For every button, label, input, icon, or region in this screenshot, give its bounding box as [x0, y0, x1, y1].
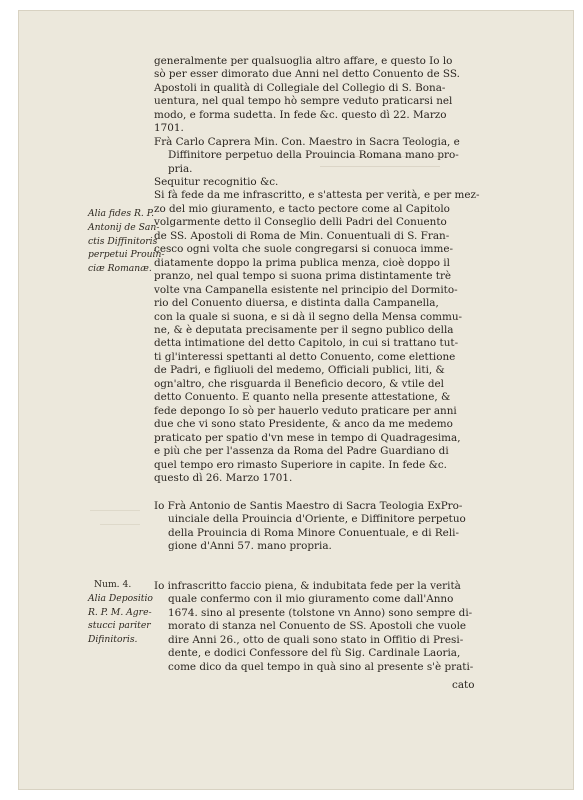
margin-note-line: Antonij de San-: [88, 221, 160, 233]
text-line: gione d'Anni 57. mano propria.: [168, 540, 332, 553]
text-line: detta intimatione del detto Capitolo, in cui si trattano tut-: [154, 337, 459, 350]
text-line: due che vi sono stato Presidente, & anco da me medemo: [154, 418, 453, 431]
catchword: cato: [452, 679, 475, 691]
text-line: ogn'altro, che risguarda il Beneficio decoro, & vtile del: [154, 377, 444, 390]
text-line: Si fà fede da me infrascritto, e s'attesta per verità, e per mez-: [154, 189, 480, 202]
text-line: de Padri, e figliuoli del medemo, Officiali publici, liti, &: [154, 364, 445, 377]
text-line: ti gl'interessi spettanti al detto Conuento, come elettione: [154, 350, 456, 363]
text-line: de SS. Apostoli di Roma de Min. Conuentuali di S. Fran-: [154, 229, 450, 242]
text-line: con la quale si suona, e si dà il segno della Mensa commu-: [154, 310, 463, 323]
margin-note-line: Alia Depositio: [88, 592, 153, 604]
text-line: pria.: [168, 162, 193, 175]
text-line: quel tempo ero rimasto Superiore in capite. In fede &c.: [154, 458, 447, 471]
text-line: volgarmente detto il Conseglio delli Padri del Conuento: [154, 216, 447, 229]
text-block-continuation: [154, 55, 496, 136]
margin-note-line: ctis Diffinitoris: [88, 235, 158, 247]
text-line: 1701.: [154, 122, 184, 135]
text-line: Sequitur recognitio &c.: [154, 176, 279, 188]
text-line: modo, e forma sudetta. In fede &c. questo dì 22. Marzo: [154, 108, 447, 121]
text-line: fede depongo Io sò per hauerlo veduto praticare per anni: [154, 404, 457, 417]
text-line: zo del mio giuramento, e tacto pectore come al Capitolo: [154, 202, 450, 215]
text-line: ne, & è deputata precisamente per il segno publico della: [154, 323, 454, 336]
text-line: cesco ogni volta che suole congregarsi si conuoca imme-: [154, 243, 454, 256]
attestation-de-santis: [154, 176, 496, 485]
text-line: volte vna Campanella esistente nel principio del Dormito-: [154, 283, 458, 296]
margin-note-num-4: [88, 578, 162, 647]
text-line: sò per esser dimorato due Anni nel detto Conuento de SS.: [154, 68, 460, 81]
text-line: dente, e dodici Confessore del fù Sig. Cardinale Laoria,: [168, 647, 461, 660]
text-line: Diffinitore perpetuo della Prouincia Romana mano pro-: [168, 149, 459, 162]
margin-note-number: Num. 4.: [94, 579, 132, 590]
text-line: rio del Conuento diuersa, e distinta dalla Campanella,: [154, 297, 439, 310]
text-line: Apostoli in qualità di Collegiale del Collegio di S. Bona-: [154, 81, 446, 94]
text-line: morato di stanza nel Conuento de SS. Apostoli che vuole: [168, 620, 467, 633]
margin-note-line: R. P. M. Agre-: [88, 606, 152, 618]
text-line: generalmente per qualsuoglia altro affare, e questo Io lo: [154, 55, 453, 67]
bleed-through-2: [80, 500, 140, 540]
text-line: pranzo, nel qual tempo si suona prima distintamente trè: [154, 270, 452, 283]
text-line: dire Anni 26., otto de quali sono stato in Offitio di Presi-: [168, 633, 464, 646]
text-line: questo dì 26. Marzo 1701.: [154, 471, 293, 484]
text-line: quale confermo con il mio giuramento come dall'Anno: [168, 593, 454, 606]
margin-note-line: Alia fides R. P.: [88, 208, 154, 219]
text-line: come dico da quel tempo in quà sino al presente s'è prati-: [168, 660, 474, 673]
text-line: diatamente doppo la prima publica menza, cioè doppo il: [154, 256, 450, 269]
text-line: e più che per l'assenza da Roma del Padre Guardiano di: [154, 445, 449, 458]
text-line: della Prouincia di Roma Minore Conuentuale, e di Reli-: [168, 526, 459, 539]
signature-caprera: [154, 136, 496, 176]
text-line: Io infrascritto faccio piena, & indubitata fede per la verità: [154, 580, 461, 592]
margin-note-alia-fides: [88, 207, 165, 276]
text-line: uentura, nel qual tempo hò sempre veduto praticarsi nel: [154, 95, 453, 108]
margin-note-line: stucci pariter: [88, 620, 151, 632]
text-line: 1674. sino al presente (tolstone vn Anno) sono sempre di-: [168, 606, 473, 619]
margin-note-line: perpetui Prouin-: [88, 249, 165, 261]
text-line: Io Frà Antonio de Santis Maestro di Sacra Teologia ExPro-: [154, 500, 463, 512]
margin-note-line: Difinitoris.: [88, 634, 138, 646]
signature-de-santis: [154, 500, 496, 554]
text-line: praticato per spatio d'vn mese in tempo di Quadragesima,: [154, 431, 461, 444]
deposition-agrestucci: [154, 580, 496, 674]
text-line: detto Conuento. E quanto nella presente attestatione, &: [154, 391, 451, 404]
margin-note-line: ciæ Romanæ.: [88, 263, 152, 275]
text-line: Frà Carlo Caprera Min. Con. Maestro in Sacra Teologia, e: [154, 136, 460, 148]
text-line: uinciale della Prouincia d'Oriente, e Diffinitore perpetuo: [168, 513, 466, 526]
